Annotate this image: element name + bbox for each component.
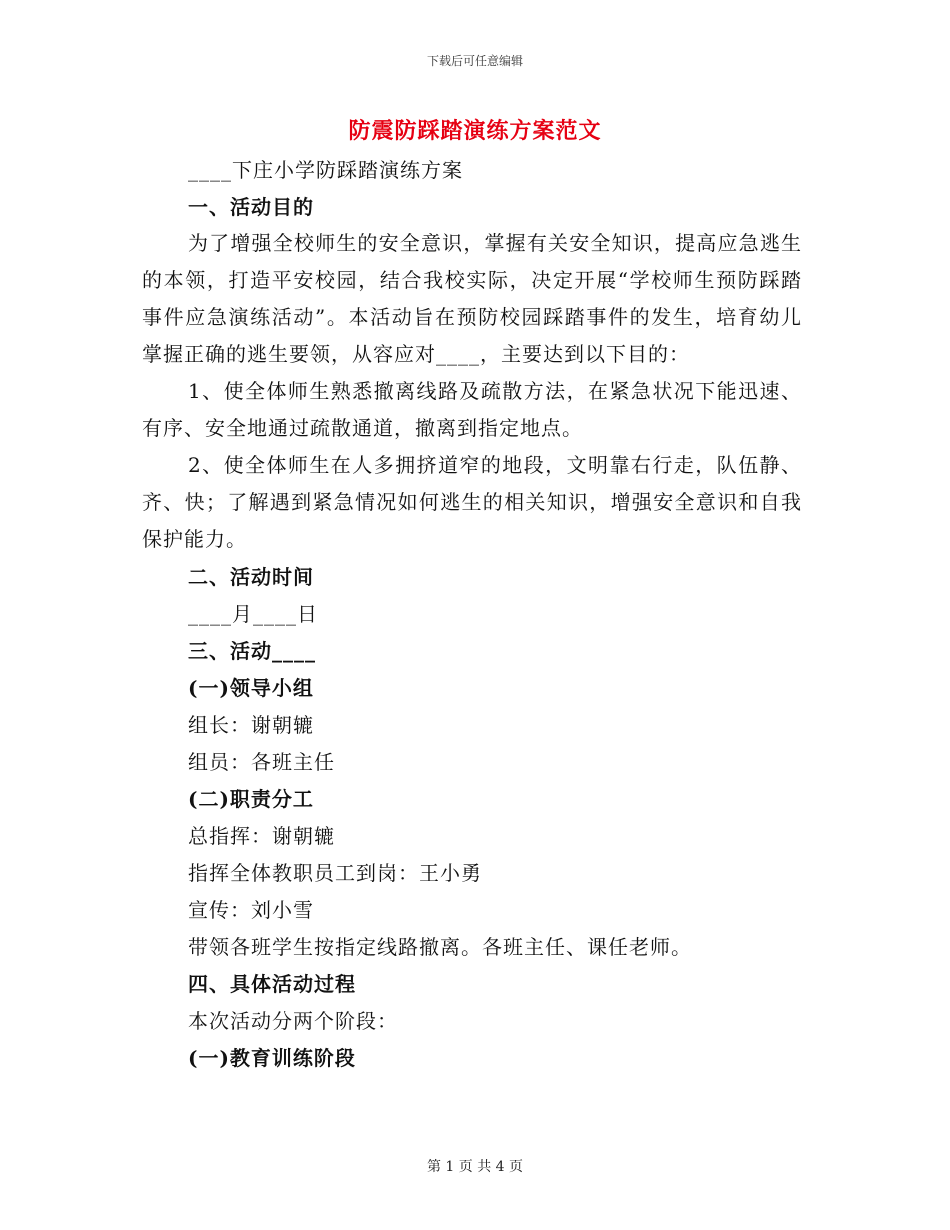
stages-intro: 本次活动分两个阶段：	[188, 1009, 398, 1033]
duty-staff: 指挥全体教职员工到岗：王小勇	[188, 861, 482, 885]
subtitle: ____下庄小学防踩踏演练方案	[188, 158, 463, 182]
group-leader: 组长：谢朝辘	[188, 713, 314, 737]
duty-publicity: 宣传：刘小雪	[188, 898, 314, 922]
page-number: 第 1 页 共 4 页	[426, 1159, 524, 1175]
subheading-leadership: (一)领导小组	[188, 676, 314, 700]
section-heading-organization: 三、活动____	[188, 639, 316, 663]
paragraph-goal-1: 1、使全体师生熟悉撤离线路及疏散方法，在紧急状况下能迅速、有序、安全地通过疏散通道，撤离到指定地点。	[142, 379, 802, 440]
subheading-training: (一)教育训练阶段	[188, 1046, 356, 1070]
activity-date: ____月____日	[188, 602, 318, 626]
section-heading-purpose: 一、活动目的	[188, 195, 314, 219]
duty-commander: 总指挥：谢朝辘	[188, 824, 335, 848]
page-header: 下载后可任意编辑	[426, 54, 523, 68]
group-members: 组员：各班主任	[188, 750, 335, 774]
document-title: 防震防踩踏演练方案范文	[348, 118, 602, 144]
paragraph-goal-2: 2、使全体师生在人多拥挤道窄的地段，文明靠右行走，队伍静、齐、快；了解遇到紧急情况如何逃生的相关知识，增强安全意识和自我保护能力。	[142, 453, 802, 551]
section-heading-process: 四、具体活动过程	[188, 972, 356, 996]
duty-evacuation: 带领各班学生按指定线路撤离。各班主任、课任老师。	[188, 935, 692, 959]
subheading-duties: (二)职责分工	[188, 787, 314, 811]
paragraph-purpose: 为了增强全校师生的安全意识，掌握有关安全知识，提高应急逃生的本领，打造平安校园，结合我校实际，决定开展“学校师生预防踩踏事件应急演练活动”。本活动旨在预防校园踩踏事件的发生，培育幼儿掌握正确的逃生要领，从容应对____，主要达到以下目的：	[142, 231, 802, 366]
section-heading-time: 二、活动时间	[188, 565, 314, 589]
